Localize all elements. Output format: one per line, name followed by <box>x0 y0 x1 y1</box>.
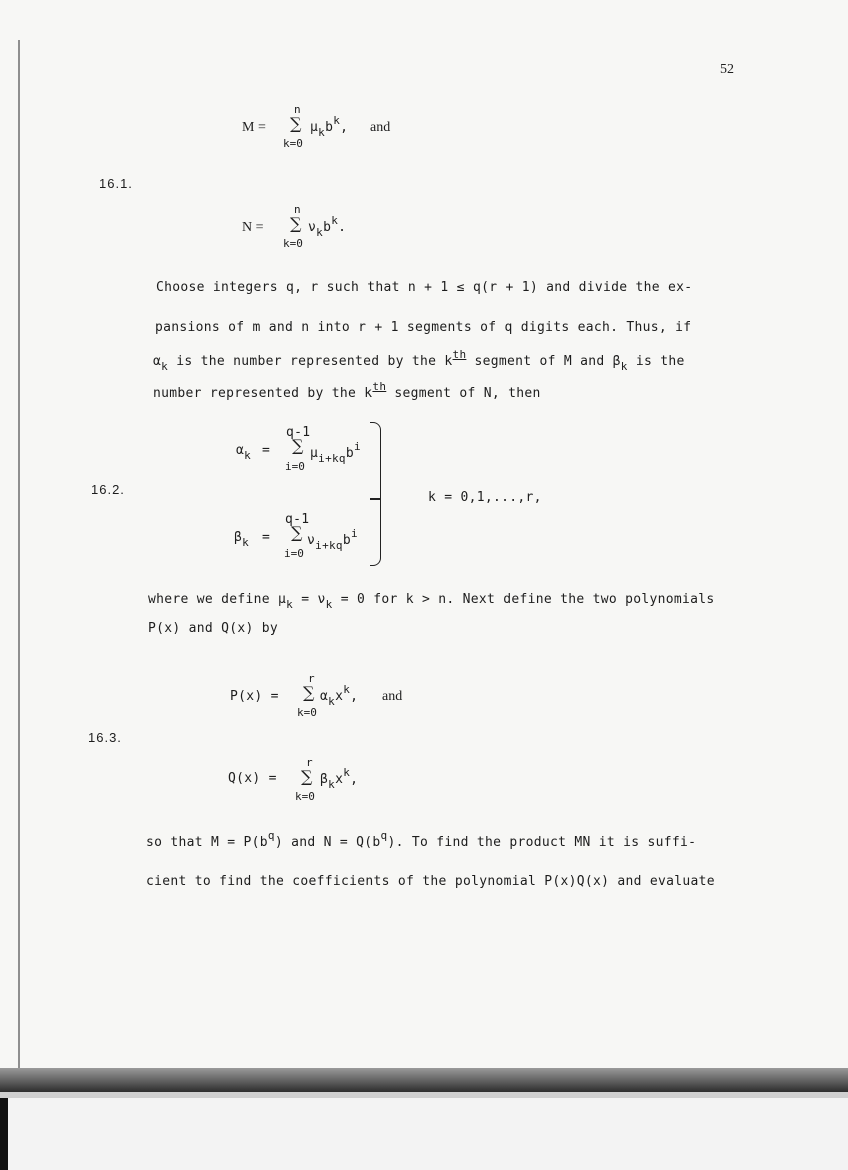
eq-lhs: $\alpha_k$ <box>236 443 252 462</box>
equals-sign: = <box>262 443 271 458</box>
index-range: k = 0,1,...,r, <box>428 490 542 505</box>
sum-lower-limit: k=0 <box>295 790 315 803</box>
paragraph-line: so that $M = P(b^q)$ and $N = Q(b^q)$. To find the product MN it is suffi- <box>146 829 697 850</box>
page-bottom-edge <box>0 1068 848 1092</box>
scanner-edge <box>0 1098 8 1170</box>
scanner-background <box>8 1098 848 1170</box>
equation-label-16-1: 16.1. <box>99 176 133 191</box>
paragraph-line: P(x) and Q(x) by <box>148 621 279 636</box>
paragraph-line: number represented by the $k^{th}$ segment of N, then <box>153 380 541 401</box>
right-brace-top <box>370 422 381 500</box>
equation-label-16-2: 16.2. <box>91 482 125 497</box>
and-word: and <box>370 120 391 135</box>
sum-term: $\beta_kx^k$, <box>320 766 359 791</box>
sigma-symbol: ∑ <box>291 523 303 542</box>
sum-term: $\nu_{i+kq}b^i$ <box>307 527 358 552</box>
sum-upper-limit: q-1 <box>285 512 310 527</box>
sum-lower-limit: k=0 <box>297 706 317 719</box>
paragraph-line: Choose integers q, r such that n + 1 ≤ q(r + 1) and divide the ex- <box>156 280 693 295</box>
sigma-symbol: ∑ <box>303 683 315 702</box>
paragraph-line: pansions of m and n into r + 1 segments of q digits each. Thus, if <box>155 320 692 335</box>
eq-lhs: $\beta_k$ <box>234 530 250 549</box>
eq-lhs: M = <box>242 120 266 135</box>
sum-term: $\nu_kb^k$. <box>308 214 347 239</box>
paragraph-line: $\alpha_k$ is the number represented by the $k^{th}$ segment of M and $\beta_k$ is the <box>153 348 685 373</box>
sum-upper-limit: n <box>294 103 301 116</box>
sigma-symbol: ∑ <box>290 214 302 233</box>
page-number: 52 <box>720 62 734 77</box>
sum-lower-limit: i=0 <box>285 460 305 473</box>
sum-term: $\mu_{i+kq}b^i$ <box>310 440 361 465</box>
equals-sign: = <box>262 530 271 545</box>
eq-lhs: Q(x) = <box>228 771 277 786</box>
equation-label-16-3: 16.3. <box>88 730 122 745</box>
page-left-edge <box>18 40 20 1080</box>
eq-lhs: P(x) = <box>230 689 279 704</box>
sigma-symbol: ∑ <box>290 114 302 133</box>
and-word: and <box>382 689 403 704</box>
sum-lower-limit: k=0 <box>283 237 303 250</box>
paragraph-line: where we define $\mu_k = \nu_k = 0$ for k > n. Next define the two polynomials <box>148 592 715 611</box>
sum-upper-limit: q-1 <box>286 425 311 440</box>
paragraph-line: cient to find the coefficients of the polynomial P(x)Q(x) and evaluate <box>146 874 715 889</box>
sum-lower-limit: k=0 <box>283 137 303 150</box>
sigma-symbol: ∑ <box>292 436 304 455</box>
sum-term: $\alpha_kx^k$, <box>320 683 359 708</box>
eq-lhs: N = <box>242 220 264 235</box>
sum-term: $\mu_kb^k$, <box>310 114 349 139</box>
sum-upper-limit: n <box>294 203 301 216</box>
sum-upper-limit: r <box>306 756 313 769</box>
sigma-symbol: ∑ <box>301 767 313 786</box>
sum-lower-limit: i=0 <box>284 547 304 560</box>
right-brace-bottom <box>370 498 381 566</box>
sum-upper-limit: r <box>308 672 315 685</box>
